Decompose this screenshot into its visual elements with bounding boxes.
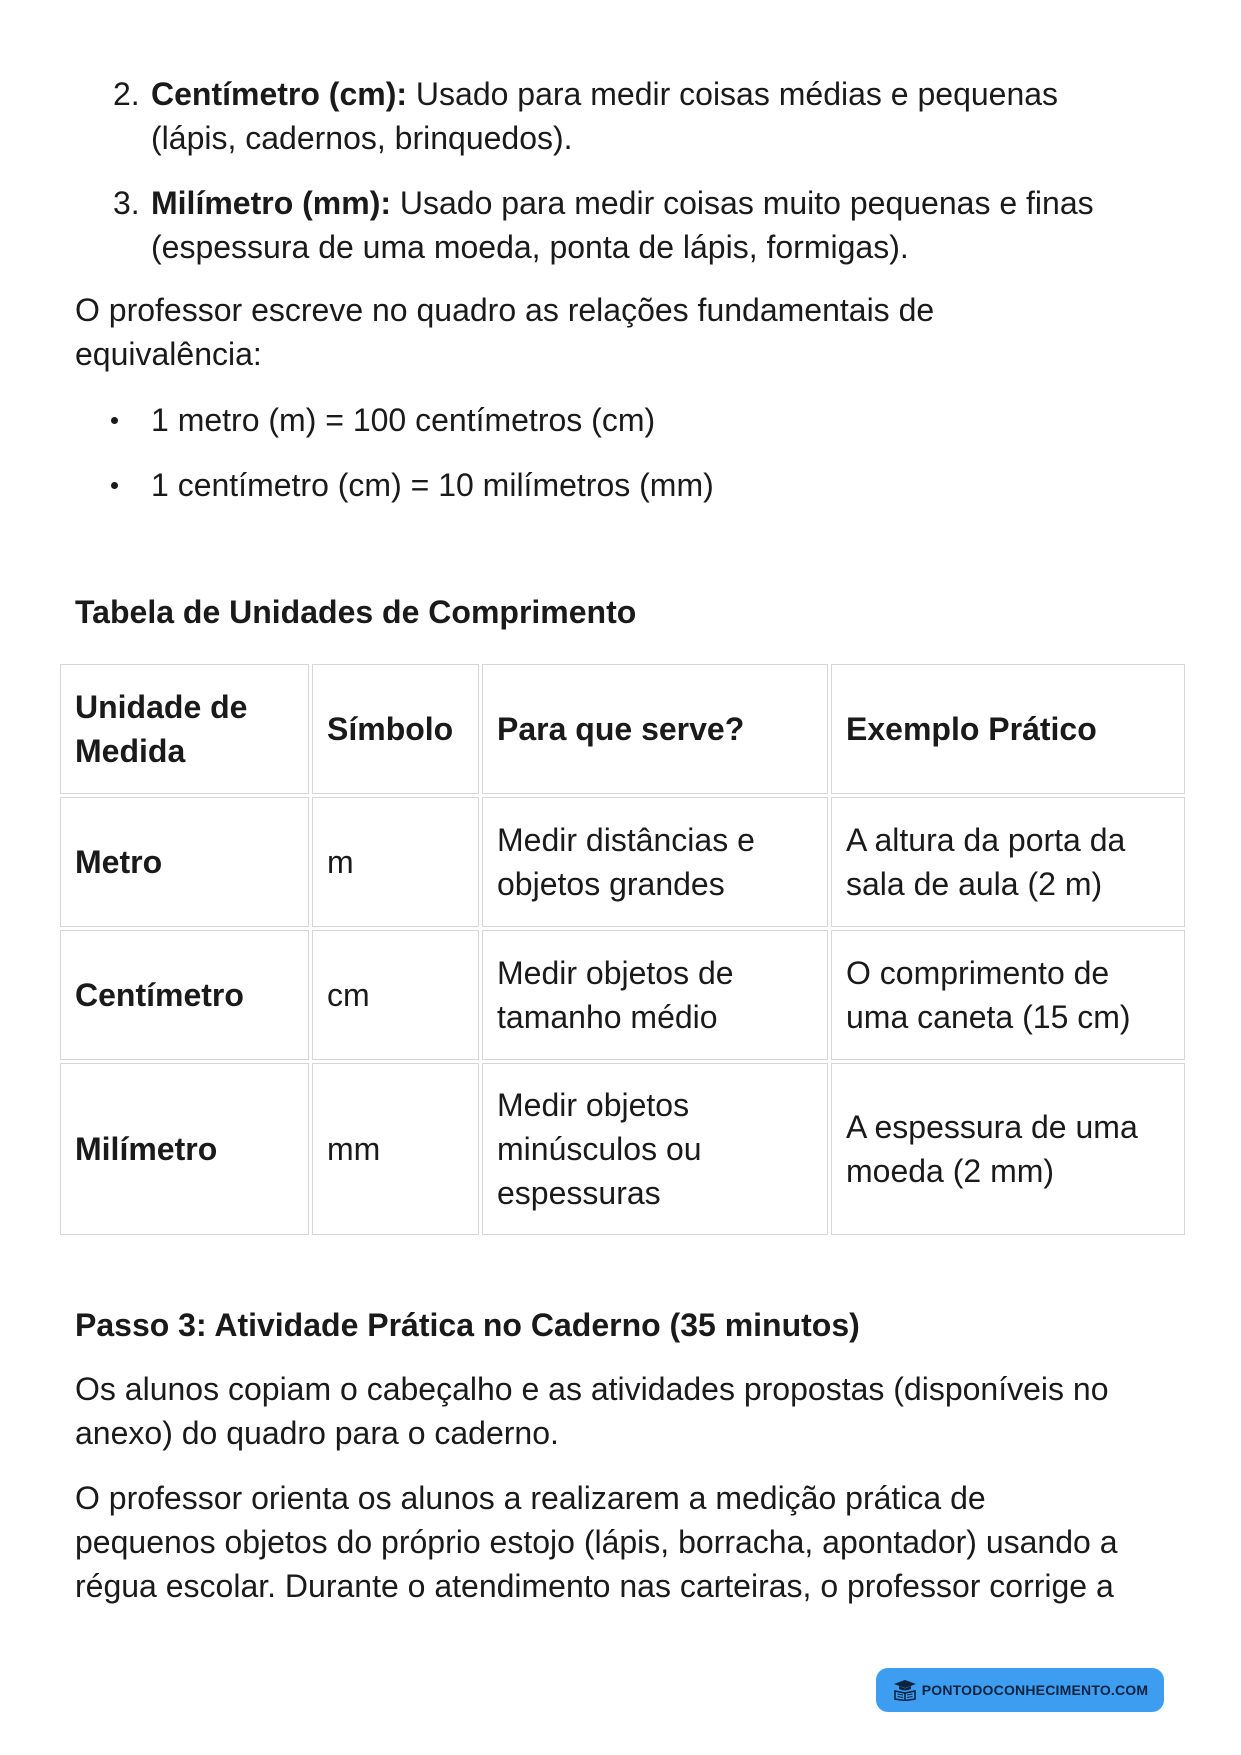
site-badge-text: PONTODOCONHECIMENTO.COM [921, 1682, 1149, 1698]
table-header: Para que serve? [482, 664, 828, 794]
site-badge[interactable] [876, 1668, 1164, 1712]
units-table [57, 661, 1188, 1238]
ordered-list [75, 72, 1155, 290]
equivalence-text: 1 metro (m) = 100 centímetros (cm) [151, 402, 656, 438]
paragraph-line: pequenos objetos do próprio estojo (lápis, borracha, apontador) usando a [75, 1524, 1118, 1560]
table-cell: Medir objetos minúsculos ou espessuras [482, 1063, 828, 1235]
table-title: Tabela de Unidades de Comprimento [75, 594, 637, 630]
list-term: Milímetro (mm): [151, 185, 391, 221]
graduation-book-icon [892, 1679, 918, 1701]
table-cell: cm [312, 930, 479, 1060]
paragraph-line: equivalência: [75, 336, 262, 372]
table-cell: A espessura de uma moeda (2 mm) [831, 1063, 1185, 1235]
table-cell: Metro [60, 797, 309, 927]
list-text: (lápis, cadernos, brinquedos). [151, 120, 573, 156]
list-term: Centímetro (cm): [151, 76, 408, 112]
step3-paragraph [75, 1476, 1165, 1608]
bullet-icon [111, 417, 118, 424]
list-text: (espessura de uma moeda, ponta de lápis, formigas). [151, 229, 909, 265]
paragraph-line: anexo) do quadro para o caderno. [75, 1415, 559, 1451]
table-row [60, 930, 1185, 1060]
table-header: Unidade de Medida [60, 664, 309, 794]
step3-paragraph [75, 1367, 1165, 1455]
table-cell: Milímetro [60, 1063, 309, 1235]
table-row [60, 1063, 1185, 1235]
table-header-row [60, 664, 1185, 794]
list-text: Usado para medir coisas médias e pequenas [415, 76, 1059, 112]
table-row [60, 797, 1185, 927]
list-text: Usado para medir coisas muito pequenas e finas [399, 185, 1094, 221]
paragraph-line: O professor orienta os alunos a realizarem a medição prática de [75, 1480, 986, 1516]
list-number: 3. [113, 185, 140, 221]
list-item [75, 463, 1155, 507]
table-cell: O comprimento de uma caneta (15 cm) [831, 930, 1185, 1060]
table-cell: Medir distâncias e objetos grandes [482, 797, 828, 927]
table-header: Símbolo [312, 664, 479, 794]
bullet-icon [111, 482, 118, 489]
intro-paragraph [75, 288, 1165, 376]
list-number: 2. [113, 76, 140, 112]
table-cell: Centímetro [60, 930, 309, 1060]
list-item [75, 181, 1155, 269]
list-item [75, 72, 1155, 160]
table-header: Exemplo Prático [831, 664, 1185, 794]
paragraph-line: régua escolar. Durante o atendimento nas carteiras, o professor corrige a [75, 1568, 1114, 1604]
table-cell: m [312, 797, 479, 927]
table-cell: Medir objetos de tamanho médio [482, 930, 828, 1060]
equivalence-text: 1 centímetro (cm) = 10 milímetros (mm) [151, 467, 714, 503]
table-cell: mm [312, 1063, 479, 1235]
paragraph-line: Os alunos copiam o cabeçalho e as atividades propostas (disponíveis no [75, 1371, 1109, 1407]
step3-heading: Passo 3: Atividade Prática no Caderno (35 minutos) [75, 1307, 860, 1343]
list-item [75, 398, 1155, 442]
table-cell: A altura da porta da sala de aula (2 m) [831, 797, 1185, 927]
paragraph-line: O professor escreve no quadro as relações fundamentais de [75, 292, 935, 328]
equivalence-list [75, 398, 1155, 528]
